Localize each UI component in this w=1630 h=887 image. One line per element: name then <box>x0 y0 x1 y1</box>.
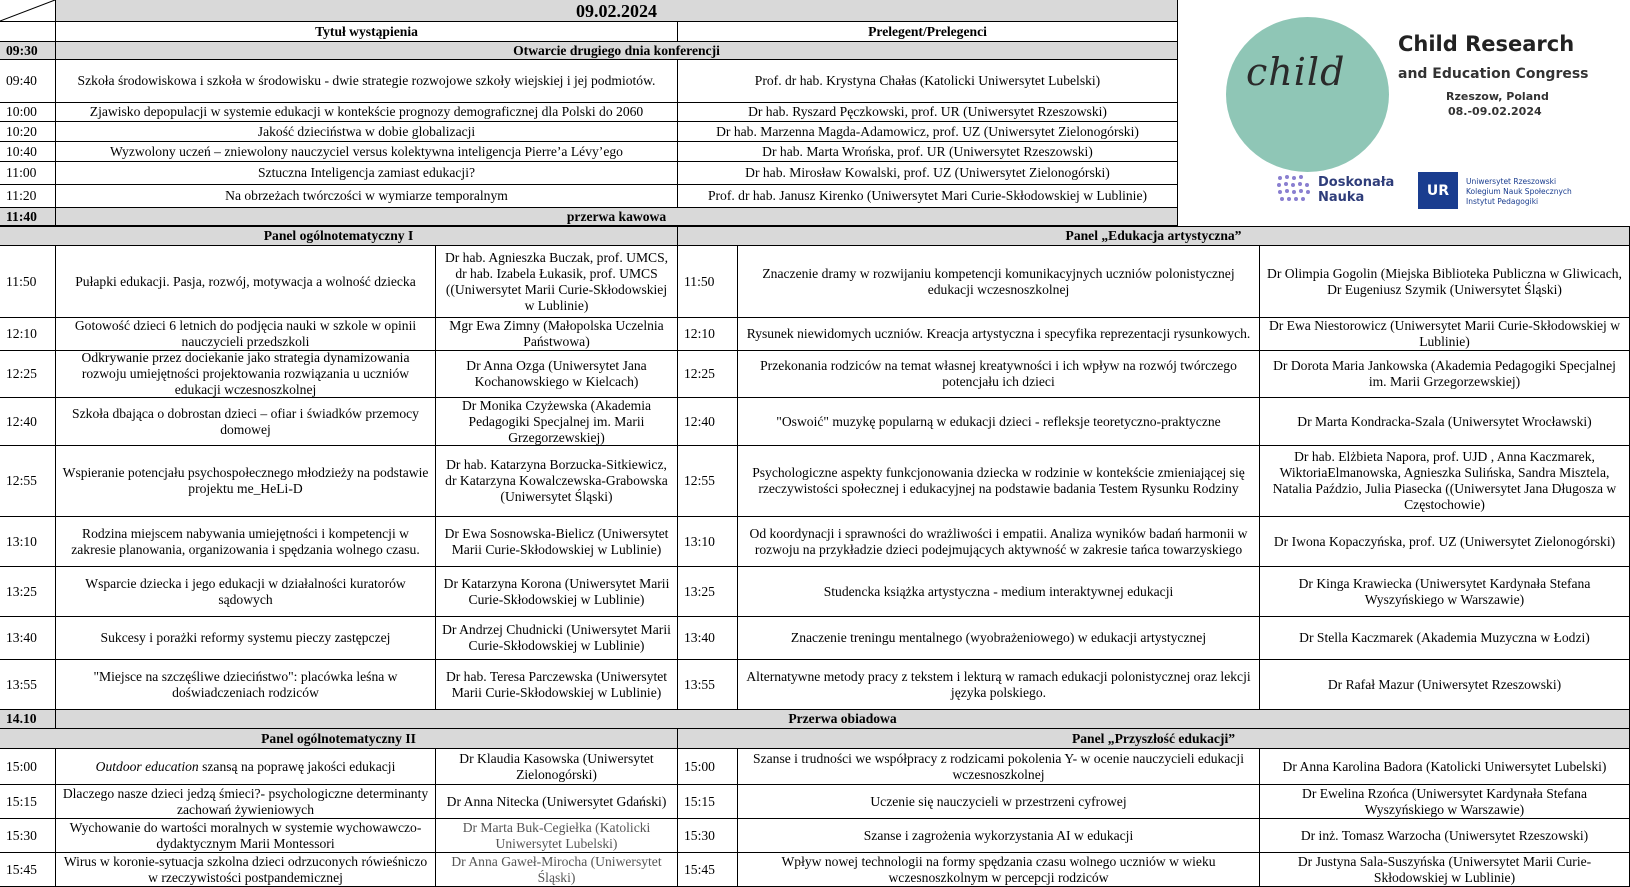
panel2-right-title-cell: Uczenie się nauczycieli w przestrzeni cyfrowej <box>738 785 1260 819</box>
panel1-left-speaker: Dr Ewa Sosnowska-Bielicz (Uniwersytet Marii Curie-Skłodowskiej w Lublinie) <box>436 517 678 567</box>
row-speaker: Prof. dr hab. Krystyna Chałas (Katolicki Uniwersytet Lubelski) <box>678 60 1178 103</box>
panel1-right-time: 12:40 <box>678 398 738 446</box>
panel1-left-title: Panel ogólnotematyczny I <box>0 226 678 246</box>
row-time: 10:40 <box>0 142 56 162</box>
opening-time: 09:30 <box>0 42 56 60</box>
panel2-right-time: 15:00 <box>678 749 738 785</box>
panel1-right-title-cell: Znaczenie dramy w rozwijaniu kompetencji komunikacyjnych uczniów polonistycznej edukacji wczesnoszkolnej <box>738 246 1260 318</box>
row-time: 11:00 <box>0 162 56 185</box>
row-title: Jakość dzieciństwa w dobie globalizacji <box>56 122 678 142</box>
panel2-right-time: 15:15 <box>678 785 738 819</box>
panel1-left-title-cell: Rodzina miejscem nabywania umiejętności i kompetencji w zakresie planowania, organizowania i spędzania wolnego czasu. <box>56 517 436 567</box>
panel1-left-title-cell: Odkrywanie przez dociekanie jako strategia dynamizowania rozwoju umiejętności projektowania rozwiązania u uczniów edukacji wczesnoszkolnej <box>56 351 436 398</box>
panel1-right-speaker: Dr hab. Elżbieta Napora, prof. UJD , Anna Kaczmarek, WiktoriaElmanowska, Agnieszka Sulińska, Sandra Misztela, Natalia Paździo, Julia Piasecka ((Uniwersytet Jana Długosza w Częstochowie) <box>1260 446 1630 517</box>
panel2-left-title-cell: Wychowanie do wartości moralnych w systemie wychowawczo-dydaktycznym Marii Montessori <box>56 819 436 853</box>
panel1-right-title-cell: Alternatywne metody pracy z tekstem i lekturą w ramach edukacji polonistycznej oraz lekcji języka polskiego. <box>738 660 1260 710</box>
panel2-left-speaker: Dr Marta Buk-Cegiełka (Katolicki Uniwersytet Lubelski) <box>436 819 678 853</box>
panel2-left-speaker: Dr Anna Nitecka (Uniwersytet Gdański) <box>436 785 678 819</box>
panel2-right-title: Panel „Przyszłość edukacji” <box>678 729 1630 749</box>
panel1-left-time: 11:50 <box>0 246 56 318</box>
panel2-left-time: 15:00 <box>0 749 56 785</box>
panel2-right-title-cell: Szanse i trudności we współpracy z rodzicami pokolenia Y- w ocenie nauczycieli edukacji wczesnoszkolnej <box>738 749 1260 785</box>
panel1-right-title-cell: "Oswoić" muzykę popularną w edukacji dzieci - refleksje teoretyczno-praktyczne <box>738 398 1260 446</box>
panel1-right-title-cell: Znaczenie treningu mentalnego (wyobrażeniowego) w edukacji artystycznej <box>738 617 1260 660</box>
row-time: 11:20 <box>0 185 56 208</box>
panel2-right-speaker: Dr Justyna Sala-Suszyńska (Uniwersytet Marii Curie-Skłodowskiej w Lublinie) <box>1260 853 1630 887</box>
panel1-left-speaker: Dr Andrzej Chudnicki (Uniwersytet Marii Curie-Skłodowskiej w Lublinie) <box>436 617 678 660</box>
panel1-left-time: 13:25 <box>0 567 56 617</box>
panel1-left-title-cell: Pułapki edukacji. Pasja, rozwój, motywacja a wolność dziecka <box>56 246 436 318</box>
panel1-right-title-cell: Rysunek niewidomych uczniów. Kreacja artystyczna i specyfika reprezentacji rysunkowych. <box>738 318 1260 351</box>
panel1-left-time: 12:25 <box>0 351 56 398</box>
panel1-right-speaker: Dr Rafał Mazur (Uniwersytet Rzeszowski) <box>1260 660 1630 710</box>
panel2-right-speaker: Dr inż. Tomasz Warzocha (Uniwersytet Rzeszowski) <box>1260 819 1630 853</box>
panel2-right-title-cell: Szanse i zagrożenia wykorzystania AI w edukacji <box>738 819 1260 853</box>
panel1-left-speaker: Dr hab. Agnieszka Buczak, prof. UMCS, dr hab. Izabela Łukasik, prof. UMCS ((Uniwersytet Marii Curie-Skłodowskiej w Lublinie) <box>436 246 678 318</box>
coffee-break-label: przerwa kawowa <box>56 208 1178 226</box>
panel1-right-speaker: Dr Ewa Niestorowicz (Uniwersytet Marii Curie-Skłodowskiej w Lublinie) <box>1260 318 1630 351</box>
panel1-left-title-cell: "Miejsce na szczęśliwe dzieciństwo": placówka leśna w doświadczeniach rodziców <box>56 660 436 710</box>
coffee-break-time: 11:40 <box>0 208 56 226</box>
panel1-right-speaker: Dr Dorota Maria Jankowska (Akademia Pedagogiki Specjalnej im. Marii Grzegorzewskiej) <box>1260 351 1630 398</box>
panel1-left-time: 12:40 <box>0 398 56 446</box>
panel2-left-title-cell: Wirus w koronie-sytuacja szkolna dzieci odrzuconych rówieśniczo w rzeczywistości postpandemicznej <box>56 853 436 887</box>
nauka-label: Nauka <box>1318 190 1365 205</box>
panel1-right-title-cell: Psychologiczne aspekty funkcjonowania dziecka w rodzinie w kontekście zmieniającej się rzeczywistości społecznej i edukacyjnej na podstawie badania Testem Rysunku Rodziny <box>738 446 1260 517</box>
ur-line2: Kolegium Nauk Społecznych <box>1466 187 1572 196</box>
panel1-left-speaker: Mgr Ewa Zimny (Małopolska Uczelnia Państwowa) <box>436 318 678 351</box>
panel1-right-speaker: Dr Kinga Krawiecka (Uniwersytet Kardynała Stefana Wyszyńskiego w Warszawie) <box>1260 567 1630 617</box>
panel1-left-speaker: Dr Katarzyna Korona (Uniwersytet Marii Curie-Skłodowskiej w Lublinie) <box>436 567 678 617</box>
panel2-right-speaker: Dr Anna Karolina Badora (Katolicki Uniwersytet Lubelski) <box>1260 749 1630 785</box>
panel1-right-time: 13:55 <box>678 660 738 710</box>
panel1-right-title-cell: Od koordynacji i sprawności do wrażliwości i empatii. Analiza wyników badań harmonii w rozwoju na przykładzie dzieci podejmujących aktywność w zakresie tańca towarzyskiego <box>738 517 1260 567</box>
panel2-left-speaker: Dr Klaudia Kasowska (Uniwersytet Zielonogórski) <box>436 749 678 785</box>
panel2-right-title-cell: Wpływ nowej technologii na formy spędzania czasu wolnego uczniów w wieku wczesnoszkolnym w percepcji rodziców <box>738 853 1260 887</box>
row-speaker: Prof. dr hab. Janusz Kirenko (Uniwersytet Mari Curie-Skłodowskiej w Lublinie) <box>678 185 1178 208</box>
logo-place: Rzeszow, Poland <box>1446 90 1549 103</box>
panel1-right-title-cell: Przekonania rodziców na temat własnej kreatywności i ich wpływ na rozwój twórczego potencjału ich dzieci <box>738 351 1260 398</box>
panel1-left-speaker: Dr Monika Czyżewska (Akademia Pedagogiki Specjalnej im. Marii Grzegorzewskiej) <box>436 398 678 446</box>
panel1-right-time: 12:25 <box>678 351 738 398</box>
panel1-right-speaker: Dr Iwona Kopaczyńska, prof. UZ (Uniwersytet Zielonogórski) <box>1260 517 1630 567</box>
logo-circle <box>1226 17 1389 172</box>
title-italic-part: Outdoor education <box>95 758 199 774</box>
panel1-right-title: Panel „Edukacja artystyczna” <box>678 226 1630 246</box>
row-speaker: Dr hab. Mirosław Kowalski, prof. UZ (Uniwersytet Zielonogórski) <box>678 162 1178 185</box>
panel2-left-time: 15:30 <box>0 819 56 853</box>
date-header: 09.02.2024 <box>56 0 1178 22</box>
panel1-left-title-cell: Szkoła dbająca o dobrostan dzieci – ofiar i świadków przemocy domowej <box>56 398 436 446</box>
panel2-left-time: 15:15 <box>0 785 56 819</box>
row-title: Na obrzeżach twórczości w wymiarze temporalnym <box>56 185 678 208</box>
panel1-left-title-cell: Wspieranie potencjału psychospołecznego młodzieży na podstawie projektu me_HeLi-D <box>56 446 436 517</box>
row-speaker: Dr hab. Marta Wrońska, prof. UR (Uniwersytet Rzeszowski) <box>678 142 1178 162</box>
panel1-right-time: 13:25 <box>678 567 738 617</box>
panel1-left-speaker: Dr hab. Katarzyna Borzucka-Sitkiewicz, dr Katarzyna Kowalczewska-Grabowska (Uniwersytet Śląski) <box>436 446 678 517</box>
lunch-label: Przerwa obiadowa <box>56 710 1630 729</box>
panel1-left-time: 12:55 <box>0 446 56 517</box>
panel1-left-speaker: Dr hab. Teresa Parczewska (Uniwersytet Marii Curie-Skłodowskiej w Lublinie) <box>436 660 678 710</box>
logo-dates: 08.-09.02.2024 <box>1448 105 1542 118</box>
row-time: 10:00 <box>0 103 56 122</box>
logo-title-line1: Child Research <box>1398 32 1575 56</box>
panel1-right-time: 13:40 <box>678 617 738 660</box>
row-speaker: Dr hab. Marzenna Magda-Adamowicz, prof. UZ (Uniwersytet Zielonogórski) <box>678 122 1178 142</box>
panel2-left-title: Panel ogólnotematyczny II <box>0 729 678 749</box>
panel2-left-time: 15:45 <box>0 853 56 887</box>
panel1-right-time: 13:10 <box>678 517 738 567</box>
panel1-left-title-cell: Gotowość dzieci 6 letnich do podjęcia nauki w szkole w opinii nauczycieli przedszkoli <box>56 318 436 351</box>
panel2-right-speaker: Dr Ewelina Rzońca (Uniwersytet Kardynała Stefana Wyszyńskiego w Warszawie) <box>1260 785 1630 819</box>
panel2-left-title-cell: Dlaczego nasze dzieci jedzą śmieci?- psychologiczne determinanty zachowań żywieniowych <box>56 785 436 819</box>
ur-line3: Instytut Pedagogiki <box>1466 197 1539 206</box>
doskonala-label: Doskonała <box>1318 175 1395 190</box>
panel1-right-time: 12:55 <box>678 446 738 517</box>
panel1-left-title-cell: Sukcesy i porażki reformy systemu pieczy zastępczej <box>56 617 436 660</box>
logo-child-word: child <box>1246 50 1346 94</box>
panel1-right-speaker: Dr Olimpia Gogolin (Miejska Biblioteka Publiczna w Gliwicach, Dr Eugeniusz Szymik (Uniwersytet Śląski) <box>1260 246 1630 318</box>
congress-logo-area <box>1178 0 1630 225</box>
panel1-left-time: 12:10 <box>0 318 56 351</box>
row-title: Wyzwolony uczeń – zniewolony nauczyciel versus kolektywna inteligencja Pierre’a Lévy’ego <box>56 142 678 162</box>
ur-logo-icon: UR <box>1418 172 1458 209</box>
diagonal-line-icon <box>0 0 56 22</box>
ur-line1: Uniwersytet Rzeszowski <box>1466 177 1557 186</box>
panel2-right-time: 15:30 <box>678 819 738 853</box>
panel1-right-time: 11:50 <box>678 246 738 318</box>
row-title: Zjawisko depopulacji w systemie edukacji w kontekście prognozy demograficznej dla Polski do 2060 <box>56 103 678 122</box>
panel1-left-time: 13:55 <box>0 660 56 710</box>
column-header-speaker: Prelegent/Prelegenci <box>678 22 1178 42</box>
panel1-left-speaker: Dr Anna Ozga (Uniwersytet Jana Kochanowskiego w Kielcach) <box>436 351 678 398</box>
panel1-right-time: 12:10 <box>678 318 738 351</box>
doskonala-nauka-dots-icon <box>1274 172 1312 206</box>
lunch-time: 14.10 <box>0 710 56 729</box>
panel1-right-title-cell: Studencka książka artystyczna - medium interaktywnej edukacji <box>738 567 1260 617</box>
panel1-left-title-cell: Wsparcie dziecka i jego edukacji w działalności kuratorów sądowych <box>56 567 436 617</box>
panel2-right-time: 15:45 <box>678 853 738 887</box>
row-title: Sztuczna Inteligencja zamiast edukacji? <box>56 162 678 185</box>
row-time: 10:20 <box>0 122 56 142</box>
panel1-right-speaker: Dr Marta Kondracka-Szala (Uniwersytet Wrocławski) <box>1260 398 1630 446</box>
corner-cell <box>0 0 56 22</box>
row-time: 09:40 <box>0 60 56 103</box>
panel1-left-time: 13:40 <box>0 617 56 660</box>
column-header-title: Tytuł wystąpienia <box>56 22 678 42</box>
panel1-right-speaker: Dr Stella Kaczmarek (Akademia Muzyczna w Łodzi) <box>1260 617 1630 660</box>
opening-label: Otwarcie drugiego dnia konferencji <box>56 42 1178 60</box>
title-rest-part: szansą na poprawę jakości edukacji <box>198 758 396 774</box>
row-speaker: Dr hab. Ryszard Pęczkowski, prof. UR (Uniwersytet Rzeszowski) <box>678 103 1178 122</box>
panel1-left-time: 13:10 <box>0 517 56 567</box>
row-title: Szkoła środowiskowa i szkoła w środowisku - dwie strategie rozwojowe szkoły wiejskiej i jej podmiotów. <box>56 60 678 103</box>
time-header-blank <box>0 22 56 42</box>
logo-title-line2: and Education Congress <box>1398 66 1589 82</box>
panel2-left-title-cell <box>56 749 436 785</box>
panel2-left-speaker: Dr Anna Gaweł-Mirocha (Uniwersytet Śląski) <box>436 853 678 887</box>
